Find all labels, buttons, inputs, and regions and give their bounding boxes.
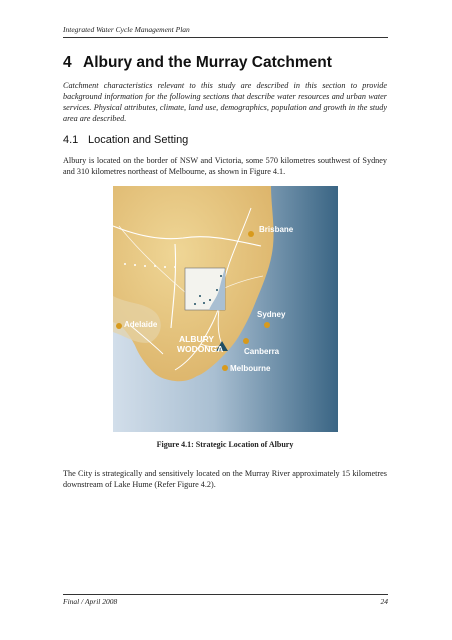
sydney-label: Sydney bbox=[257, 310, 286, 319]
intro-paragraph: Catchment characteristics relevant to this study are described in this section to provide background information for the following sections that describe water resources and urban water services. Physical attributes, climate, land use, demographics, population and growth in the study area are described. bbox=[63, 81, 387, 123]
running-header: Integrated Water Cycle Management Plan bbox=[63, 25, 388, 38]
adelaide-label: Adelaide bbox=[124, 320, 158, 329]
canberra-marker bbox=[243, 338, 249, 344]
adelaide-marker bbox=[116, 323, 122, 329]
city-paragraph: The City is strategically and sensitively located on the Murray River approximately 15 kilometres downstream of Lake Hume (Refer Figure 4.2). bbox=[63, 469, 387, 489]
location-map bbox=[113, 186, 338, 432]
brisbane-label: Brisbane bbox=[259, 225, 294, 234]
section-title: Location and Setting bbox=[88, 134, 189, 146]
chapter-title: Albury and the Murray Catchment bbox=[83, 54, 332, 71]
page-number: 24 bbox=[380, 597, 388, 606]
running-footer bbox=[63, 594, 388, 606]
brisbane-marker bbox=[248, 231, 254, 237]
footer-date: Final / April 2008 bbox=[63, 597, 118, 606]
chapter-heading bbox=[63, 54, 332, 72]
melbourne-marker bbox=[222, 365, 228, 371]
location-paragraph: Albury is located on the border of NSW and Victoria, some 570 kilometres southwest of Sydney and 310 kilometres northeast of Melbourne, as shown in Figure 4.1. bbox=[63, 156, 387, 176]
figure-caption: Figure 4.1: Strategic Location of Albury bbox=[156, 440, 294, 449]
albury-label: ALBURY bbox=[179, 334, 215, 344]
wodonga-label: WODONGA bbox=[177, 344, 224, 354]
melbourne-label: Melbourne bbox=[230, 364, 271, 373]
canberra-label: Canberra bbox=[244, 347, 280, 356]
section-heading bbox=[63, 134, 188, 146]
chapter-number: 4 bbox=[63, 54, 72, 71]
section-number: 4.1 bbox=[63, 134, 79, 146]
sydney-marker bbox=[264, 322, 270, 328]
